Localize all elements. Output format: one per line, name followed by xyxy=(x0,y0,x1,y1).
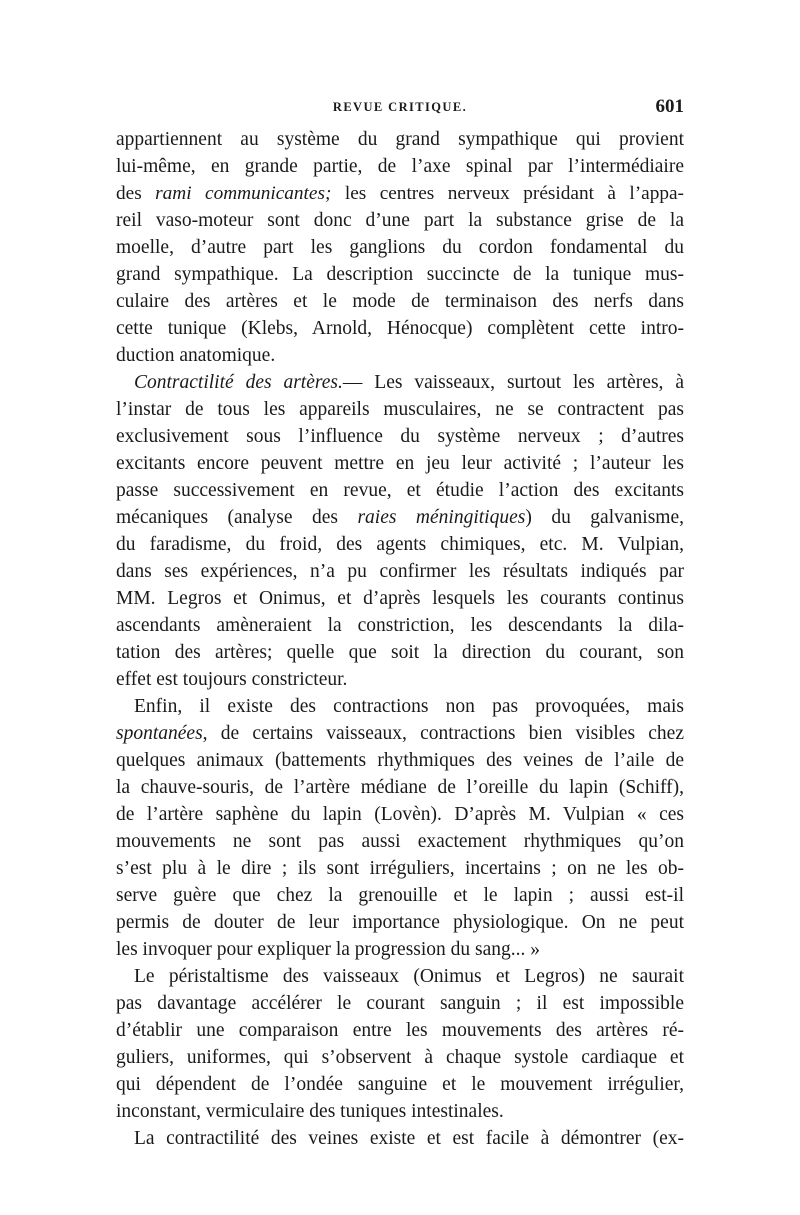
text-line: s’est plu à le dire ; ils sont irréguliers, incertains ; on ne les ob- xyxy=(116,858,684,879)
running-head xyxy=(116,96,684,122)
text-line: ascendants amèneraient la constriction, les descendants la dila- xyxy=(116,615,684,636)
text-line: appartiennent au système du grand sympathique qui provient xyxy=(116,129,684,150)
running-head-title: REVUE CRITIQUE. xyxy=(332,100,468,114)
text-line: duction anatomique. xyxy=(116,345,276,366)
text-line: excitants encore peuvent mettre en jeu leur activité ; l’auteur les xyxy=(116,453,684,474)
text-line: des rami communicantes; les centres nerveux présidant à l’appa- xyxy=(116,183,684,204)
italic-term: rami communicantes; xyxy=(155,183,332,204)
text-line: quelques animaux (battements rhythmiques des veines de l’aile de xyxy=(116,750,684,771)
text-line: MM. Legros et Onimus, et d’après lesquels les courants continus xyxy=(116,588,684,609)
text-line: inconstant, vermiculaire des tuniques intestinales. xyxy=(116,1101,504,1122)
text-line: passe successivement en revue, et étudie l’action des excitants xyxy=(116,480,684,501)
text-line: de l’artère saphène du lapin (Lovèn). D’après M. Vulpian « ces xyxy=(116,804,684,825)
text-line: effet est toujours constricteur. xyxy=(116,669,348,690)
text-line: grand sympathique. La description succincte de la tunique mus- xyxy=(116,264,684,285)
text-line: l’instar de tous les appareils musculaires, ne se contractent pas xyxy=(116,399,684,420)
text-line: du faradisme, du froid, des agents chimiques, etc. M. Vulpian, xyxy=(116,534,684,555)
text-line: culaire des artères et le mode de terminaison des nerfs dans xyxy=(116,291,684,312)
text-line: reil vaso-moteur sont donc d’une part la substance grise de la xyxy=(116,210,684,231)
text-line: pas davantage accélérer le courant sanguin ; il est impossible xyxy=(116,993,684,1014)
text-line: cette tunique (Klebs, Arnold, Hénocque) complètent cette intro- xyxy=(116,318,684,339)
text-line: moelle, d’autre part les ganglions du cordon fondamental du xyxy=(116,237,684,258)
text-line: Enfin, il existe des contractions non pas provoquées, mais xyxy=(134,696,684,717)
text-line: spontanées, de certains vaisseaux, contractions bien visibles chez xyxy=(116,723,684,744)
text-line: Le péristaltisme des vaisseaux (Onimus et Legros) ne saurait xyxy=(134,966,684,987)
text-line: La contractilité des veines existe et est facile à démontrer (ex- xyxy=(134,1128,684,1149)
text-line: qui dépendent de l’ondée sanguine et le mouvement irrégulier, xyxy=(116,1074,684,1095)
text-line: Contractilité des artères.— Les vaisseaux, surtout les artères, à xyxy=(134,372,684,393)
text-line: la chauve-souris, de l’artère médiane de l’oreille du lapin (Schiff), xyxy=(116,777,684,798)
italic-term: spontanées xyxy=(116,723,203,744)
page-number: 601 xyxy=(655,96,684,117)
italic-term: raies méningitiques xyxy=(357,507,526,528)
text-line: lui-même, en grande partie, de l’axe spinal par l’intermédiaire xyxy=(116,156,684,177)
text-line: exclusivement sous l’influence du système nerveux ; d’autres xyxy=(116,426,684,447)
text-line: serve guère que chez la grenouille et le lapin ; aussi est-il xyxy=(116,885,684,906)
text-line: les invoquer pour expliquer la progression du sang... » xyxy=(116,939,541,960)
text-line: mouvements ne sont pas aussi exactement rhythmiques qu’on xyxy=(116,831,684,852)
text-line: d’établir une comparaison entre les mouvements des artères ré- xyxy=(116,1020,684,1041)
text-line: dans ses expériences, n’a pu confirmer les résultats indiqués par xyxy=(116,561,684,582)
body-text xyxy=(116,126,684,1152)
section-heading: Contractilité des artères. xyxy=(134,372,343,393)
text-line: mécaniques (analyse des raies méningitiques) du galvanisme, xyxy=(116,507,684,528)
text-line: permis de douter de leur importance physiologique. On ne peut xyxy=(116,912,684,933)
text-line: guliers, uniformes, qui s’observent à chaque systole cardiaque et xyxy=(116,1047,684,1068)
text-line: tation des artères; quelle que soit la direction du courant, son xyxy=(116,642,684,663)
